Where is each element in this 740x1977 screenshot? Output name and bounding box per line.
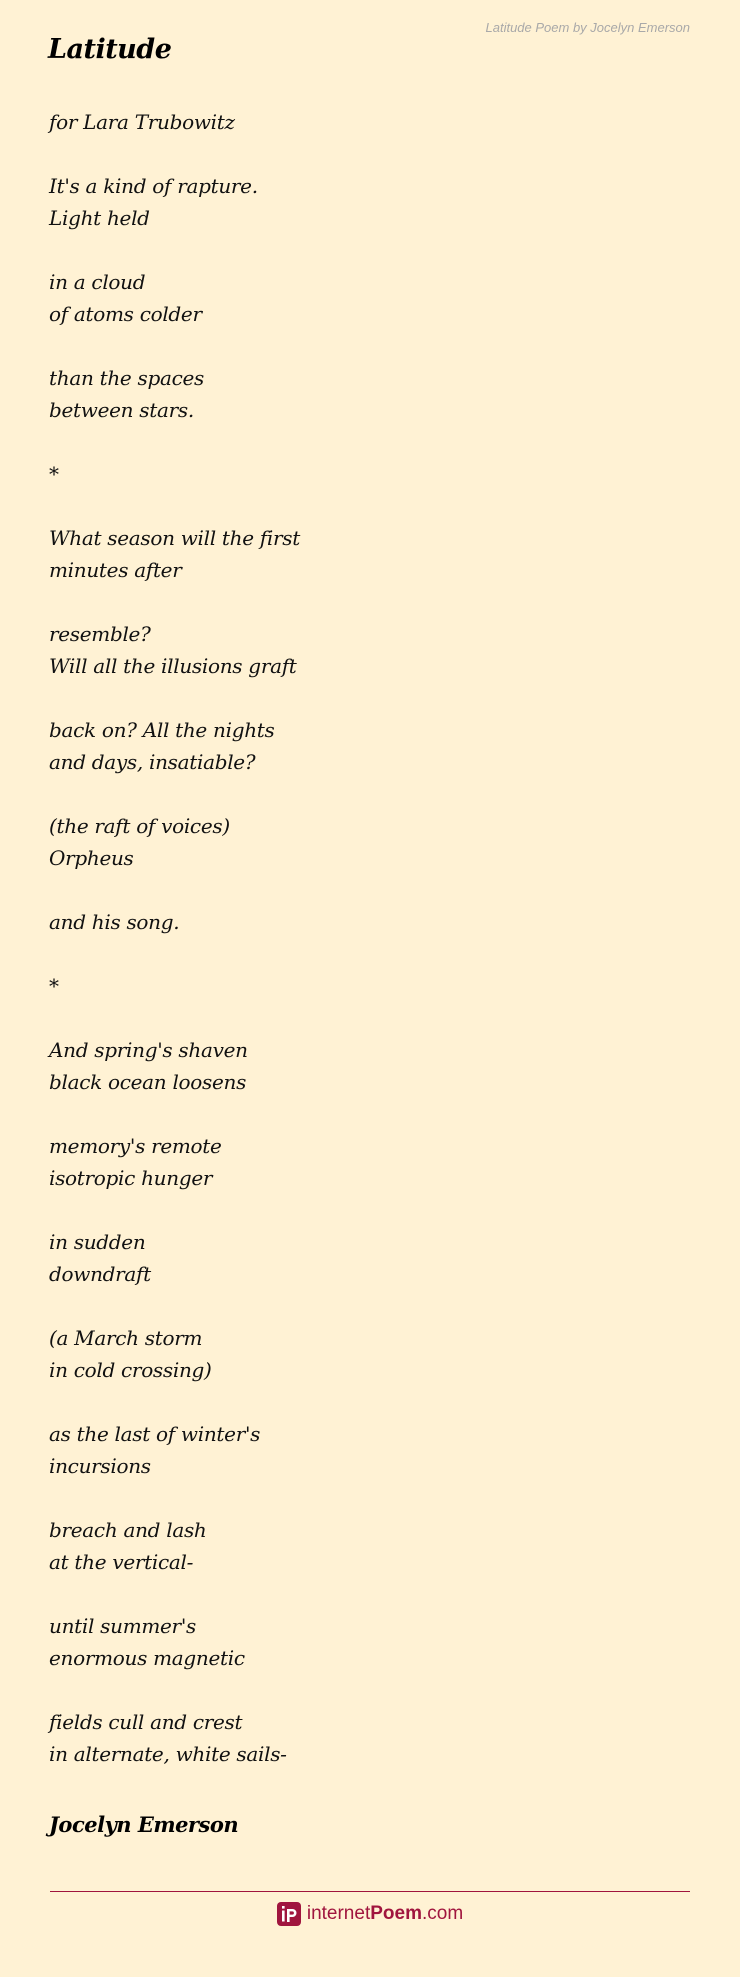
poem-line: Will all the illusions graft xyxy=(49,654,297,678)
logo-text-internet: internet xyxy=(306,1903,371,1924)
poem-title: Latitude xyxy=(48,34,172,65)
poem-author: Jocelyn Emerson xyxy=(49,1812,239,1837)
poem-line: enormous magnetic xyxy=(49,1646,245,1670)
poem-line: * xyxy=(49,462,59,486)
poem-stanza xyxy=(49,362,300,426)
poem-line: And spring's shaven xyxy=(49,1038,248,1062)
internetpoem-logo-link[interactable] xyxy=(0,1902,740,1926)
logo-text-poem: Poem xyxy=(370,1903,422,1924)
poem-stanza xyxy=(49,810,300,874)
poem-line: incursions xyxy=(49,1454,151,1478)
poem-stanza xyxy=(49,1034,300,1098)
poem-line: What season will the first xyxy=(49,526,300,550)
poem-line: black ocean loosens xyxy=(49,1070,247,1094)
poem-line: It's a kind of rapture. xyxy=(49,174,258,198)
poem-stanza xyxy=(49,1418,300,1482)
poem-stanza xyxy=(49,522,300,586)
poem-stanza xyxy=(49,1706,300,1770)
poem-line: in a cloud xyxy=(49,270,146,294)
poem-line: fields cull and crest xyxy=(49,1710,243,1734)
poem-line: in alternate, white sails- xyxy=(49,1742,287,1766)
poem-line: until summer's xyxy=(49,1614,196,1638)
poem-stanza xyxy=(49,714,300,778)
poem-line: downdraft xyxy=(49,1262,151,1286)
poem-line: isotropic hunger xyxy=(49,1166,213,1190)
poem-line: (a March storm xyxy=(49,1326,203,1350)
ip-logo-icon xyxy=(277,1902,301,1926)
poem-stanza xyxy=(49,266,300,330)
poem-stanza xyxy=(49,170,300,234)
poem-stanza xyxy=(49,1226,300,1290)
poem-stanza xyxy=(49,1610,300,1674)
poem-stanza xyxy=(49,1514,300,1578)
poem-line: as the last of winter's xyxy=(49,1422,261,1446)
poem-line: Orpheus xyxy=(49,846,134,870)
poem-line: resemble? xyxy=(49,622,151,646)
poem-line: in cold crossing) xyxy=(49,1358,212,1382)
poem-stanza xyxy=(49,1130,300,1194)
footer-divider xyxy=(50,1891,690,1892)
poem-stanza xyxy=(49,1322,300,1386)
poem-line: (the raft of voices) xyxy=(49,814,230,838)
poem-stanza xyxy=(49,458,300,490)
poem-line: and his song. xyxy=(49,910,180,934)
poem-line: breach and lash xyxy=(49,1518,207,1542)
poem-line: * xyxy=(49,974,59,998)
poem-stanza xyxy=(49,618,300,682)
poem-line: at the vertical- xyxy=(49,1550,194,1574)
poem-line: minutes after xyxy=(49,558,182,582)
poem-stanza xyxy=(49,970,300,1002)
watermark-caption: Latitude Poem by Jocelyn Emerson xyxy=(485,20,690,35)
poem-line: and days, insatiable? xyxy=(49,750,256,774)
poem-line: Light held xyxy=(49,206,150,230)
poem-line: for Lara Trubowitz xyxy=(49,110,235,134)
poem-line: between stars. xyxy=(49,398,194,422)
poem-stanza xyxy=(49,106,300,138)
poem-line: in sudden xyxy=(49,1230,146,1254)
poem-line: than the spaces xyxy=(49,366,204,390)
logo-text-com: .com xyxy=(421,1903,464,1924)
poem-line: of atoms colder xyxy=(49,302,202,326)
poem-body xyxy=(49,106,300,1802)
poem-line: back on? All the nights xyxy=(49,718,275,742)
poem-stanza xyxy=(49,906,300,938)
poem-line: memory's remote xyxy=(49,1134,222,1158)
